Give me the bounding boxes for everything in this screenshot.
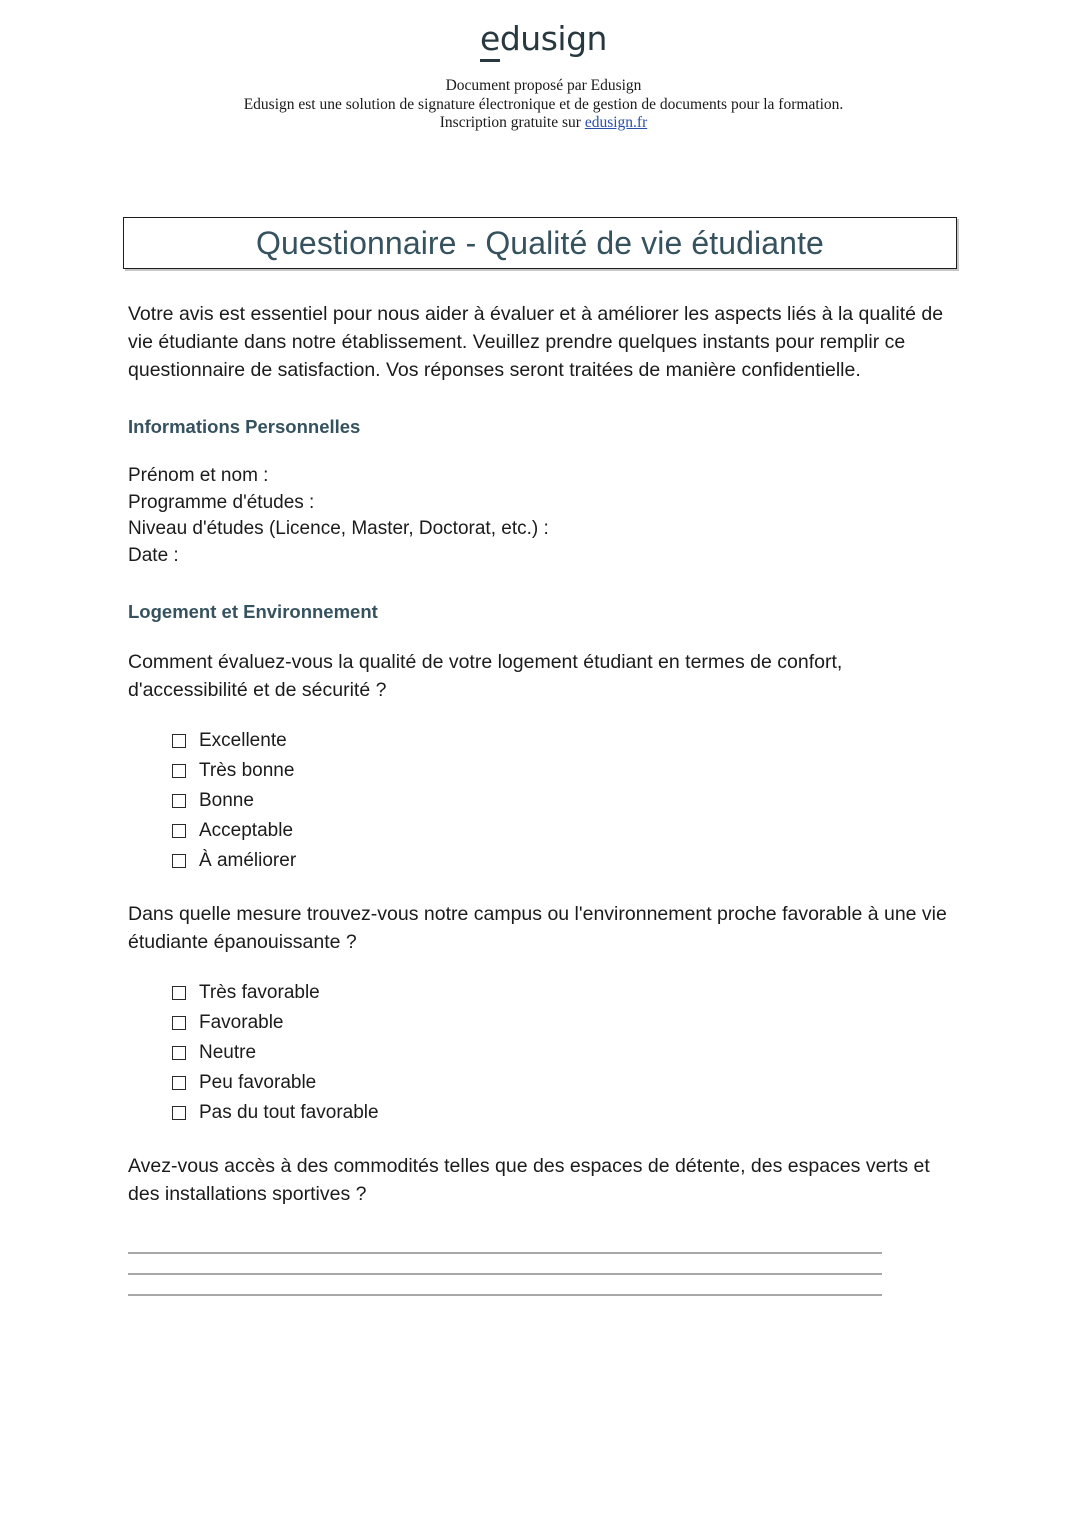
field-prenom-et-nom: Prénom et nom : xyxy=(128,465,269,486)
answer-line[interactable] xyxy=(128,1294,882,1296)
option-a-ameliorer[interactable] xyxy=(172,846,958,876)
field-niveau-etudes: Niveau d'études (Licence, Master, Doctorat, etc.) : xyxy=(128,518,549,539)
section-heading-logement-et-environnement: Logement et Environnement xyxy=(128,601,378,622)
brand-header xyxy=(0,0,1087,133)
question-commodites-acces: Avez-vous accès à des commodités telles que des espaces de détente, des espaces verts et des installations sportives ? xyxy=(128,1155,930,1205)
edusign-logo xyxy=(480,19,607,58)
answer-line[interactable] xyxy=(128,1273,882,1275)
checkbox-icon[interactable] xyxy=(172,794,186,808)
option-label: Très bonne xyxy=(199,760,295,781)
option-pas-du-tout-favorable[interactable] xyxy=(172,1098,958,1128)
field-date: Date : xyxy=(128,544,179,566)
option-label: Bonne xyxy=(199,790,254,811)
checkbox-icon[interactable] xyxy=(172,854,186,868)
checkbox-icon[interactable] xyxy=(172,764,186,778)
document-body xyxy=(128,300,958,1296)
section-heading-informations-personnelles: Informations Personnelles xyxy=(128,416,361,437)
checkbox-icon[interactable] xyxy=(172,986,186,1000)
edusign-website-link[interactable]: edusign.fr xyxy=(584,114,648,131)
options-logement-qualite xyxy=(172,726,958,876)
header-line-2: Edusign est une solution de signature électronique et de gestion de documents pour la formation. xyxy=(243,95,844,113)
intro-paragraph: Votre avis est essentiel pour nous aider à évaluer et à améliorer les aspects liés à la qualité de vie étudiante dans notre établissement. Veuillez prendre quelques instants pour remplir ce questionnaire de satisfaction. Vos réponses seront traitées de manière confidentielle. xyxy=(128,303,944,381)
checkbox-icon[interactable] xyxy=(172,824,186,838)
checkbox-icon[interactable] xyxy=(172,734,186,748)
free-text-answer-area[interactable] xyxy=(128,1252,882,1296)
document-title-box xyxy=(123,217,957,269)
option-label: À améliorer xyxy=(199,850,297,871)
field-programme-etudes: Programme d'études : xyxy=(128,491,315,513)
header-line-3 xyxy=(0,114,1087,133)
option-tres-favorable[interactable] xyxy=(172,978,958,1008)
option-label: Excellente xyxy=(199,730,287,751)
option-label: Pas du tout favorable xyxy=(199,1102,379,1123)
option-acceptable[interactable] xyxy=(172,816,958,846)
option-label: Très favorable xyxy=(199,982,320,1003)
checkbox-icon[interactable] xyxy=(172,1076,186,1090)
logo-lead-letter: e xyxy=(480,19,500,62)
logo-rest: dusign xyxy=(499,19,607,58)
question-logement-qualite: Comment évaluez-vous la qualité de votre logement étudiant en termes de confort, d'accessibilité et de sécurité ? xyxy=(128,651,843,701)
header-line-1: Document proposé par Edusign xyxy=(445,77,642,94)
option-excellente[interactable] xyxy=(172,726,958,756)
option-label: Peu favorable xyxy=(199,1072,317,1093)
question-campus-favorable: Dans quelle mesure trouvez-vous notre campus ou l'environnement proche favorable à une vie étudiante épanouissante ? xyxy=(128,903,947,953)
options-campus-favorable xyxy=(172,978,958,1128)
checkbox-icon[interactable] xyxy=(172,1046,186,1060)
option-bonne[interactable] xyxy=(172,786,958,816)
option-label: Acceptable xyxy=(199,820,294,841)
option-favorable[interactable] xyxy=(172,1008,958,1038)
checkbox-icon[interactable] xyxy=(172,1016,186,1030)
page-title: Questionnaire - Qualité de vie étudiante xyxy=(256,225,824,261)
option-label: Favorable xyxy=(199,1012,284,1033)
checkbox-icon[interactable] xyxy=(172,1106,186,1120)
option-tres-bonne[interactable] xyxy=(172,756,958,786)
signup-prefix: Inscription gratuite sur xyxy=(439,114,585,131)
option-peu-favorable[interactable] xyxy=(172,1068,958,1098)
option-label: Neutre xyxy=(199,1042,257,1063)
header-tagline-block xyxy=(0,77,1087,133)
option-neutre[interactable] xyxy=(172,1038,958,1068)
personal-information-fields xyxy=(128,463,958,569)
answer-line[interactable] xyxy=(128,1252,882,1254)
